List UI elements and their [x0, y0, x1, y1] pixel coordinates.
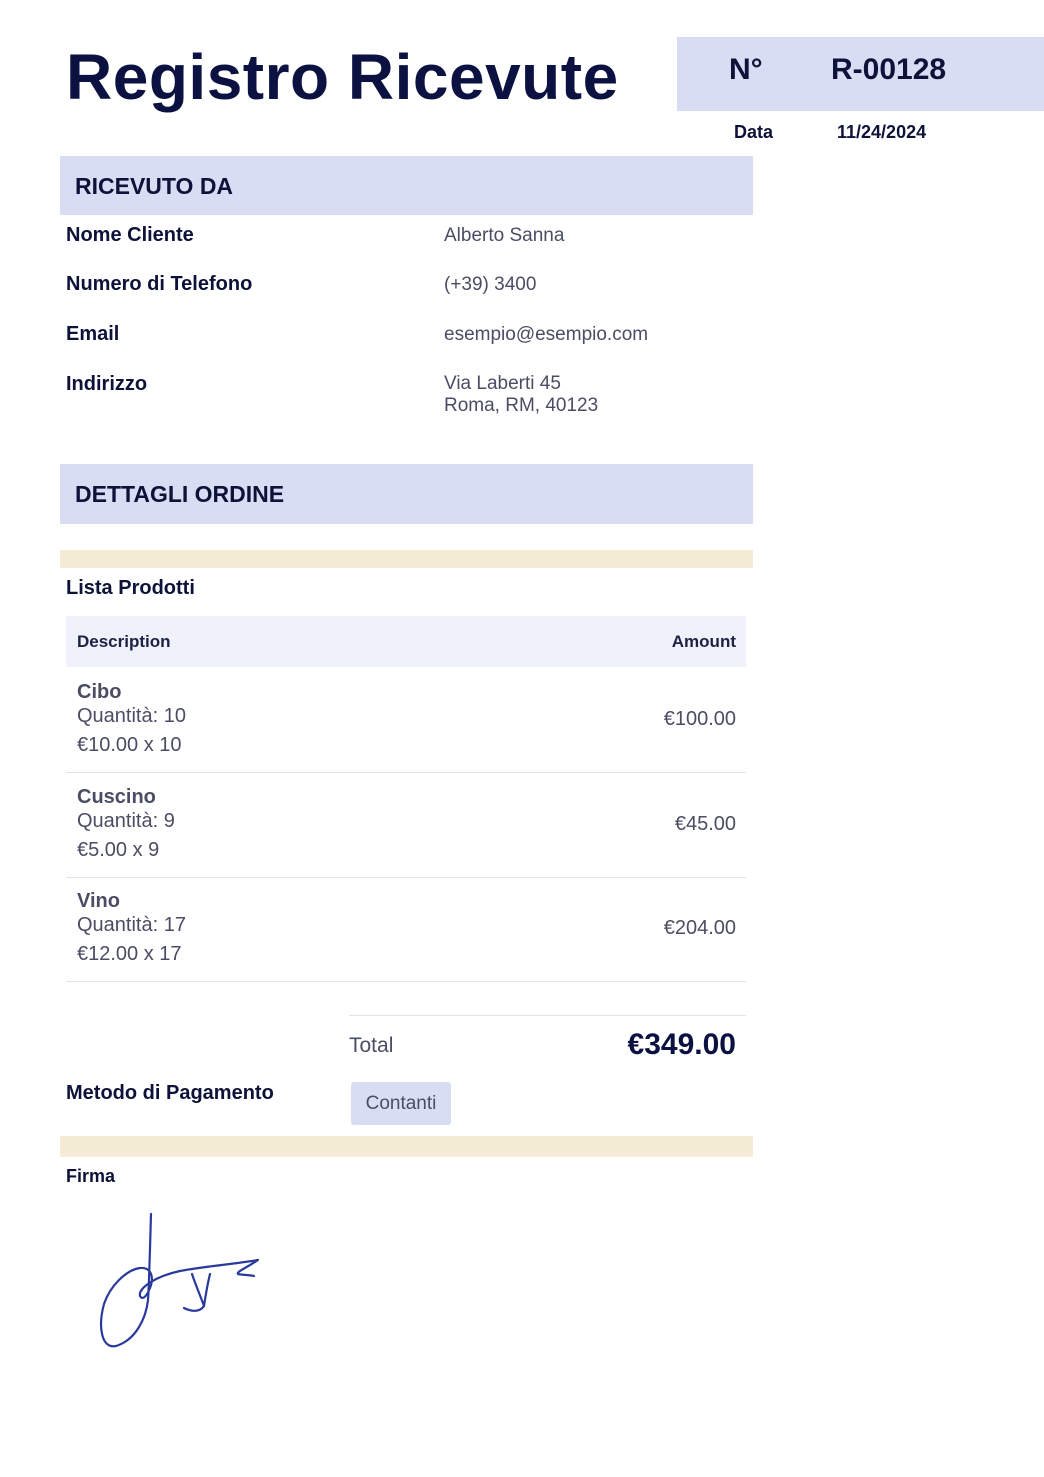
table-row — [66, 668, 746, 773]
address-label: Indirizzo — [66, 373, 148, 395]
signature-image — [96, 1208, 266, 1353]
email-label: Email — [66, 323, 120, 345]
signature-label: Firma — [66, 1166, 116, 1186]
item-unit-calc: €10.00 x 10 — [77, 734, 182, 756]
divider-bar-top — [60, 550, 753, 568]
customer-name-label: Nome Cliente — [66, 224, 194, 246]
payment-method-value: Contanti — [365, 1092, 437, 1114]
table-row — [66, 773, 746, 878]
item-quantity: Quantità: 9 — [77, 810, 175, 832]
item-quantity: Quantità: 10 — [77, 705, 186, 727]
column-header-description: Description — [77, 632, 171, 651]
date-label: Data — [734, 122, 774, 142]
item-quantity: Quantità: 17 — [77, 914, 186, 936]
address-line-2: Roma, RM, 40123 — [444, 395, 599, 416]
received-from-heading: RICEVUTO DA — [75, 173, 234, 199]
table-row — [66, 877, 746, 982]
address-line-1: Via Laberti 45 — [444, 373, 561, 394]
item-amount: €204.00 — [663, 917, 736, 939]
page-title: Registro Ricevute — [66, 41, 619, 113]
item-name: Vino — [77, 890, 120, 912]
payment-method-badge — [351, 1082, 451, 1125]
item-name: Cuscino — [77, 786, 156, 808]
table-header — [66, 616, 746, 667]
item-name: Cibo — [77, 681, 122, 703]
item-amount: €100.00 — [663, 708, 736, 730]
item-unit-calc: €5.00 x 9 — [77, 839, 160, 861]
email-value: esempio@esempio.com — [444, 324, 649, 345]
product-list-heading: Lista Prodotti — [66, 577, 195, 599]
received-from-header — [60, 156, 753, 215]
receipt-number-label: N° — [729, 53, 763, 86]
column-header-amount: Amount — [671, 632, 736, 651]
phone-label: Numero di Telefono — [66, 273, 253, 295]
receipt-number-box — [677, 37, 1044, 111]
phone-value: (+39) 3400 — [444, 274, 537, 295]
total-divider — [349, 1015, 746, 1016]
customer-name-value: Alberto Sanna — [444, 225, 565, 246]
item-amount: €45.00 — [674, 813, 736, 835]
total-label: Total — [349, 1034, 394, 1057]
receipt-number-value: R-00128 — [831, 53, 947, 86]
payment-method-label: Metodo di Pagamento — [66, 1082, 274, 1104]
order-details-heading: DETTAGLI ORDINE — [75, 481, 285, 507]
divider-bar-bottom — [60, 1136, 753, 1157]
order-details-header — [60, 464, 753, 524]
item-unit-calc: €12.00 x 17 — [77, 943, 182, 965]
date-value: 11/24/2024 — [837, 122, 927, 142]
signature-stroke — [101, 1214, 258, 1346]
total-value: €349.00 — [627, 1028, 736, 1061]
